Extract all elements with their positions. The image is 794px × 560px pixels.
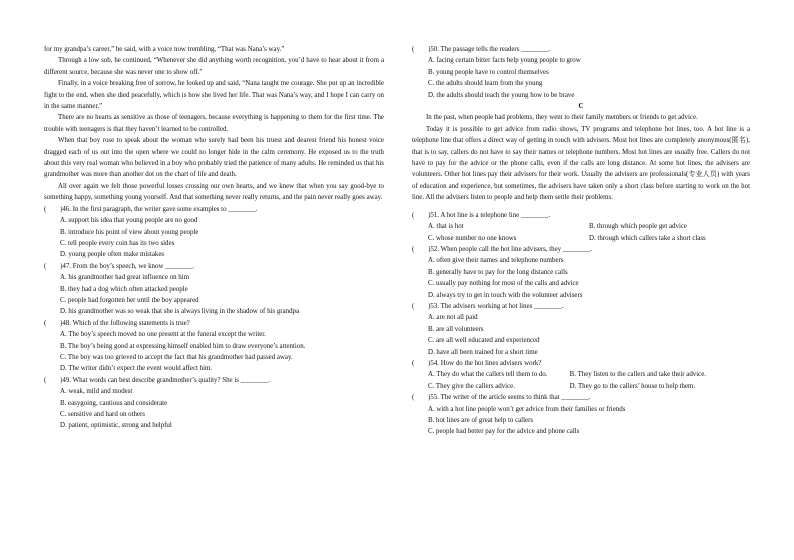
paragraph: In the past, when people had problems, they went to their family members or friends to get advice.: [426, 114, 698, 122]
option: D. patient, optimistic, strong and helpful: [60, 422, 172, 430]
option: D. his grandmother was so weak that she is always living in the shadow of his grandpa: [60, 308, 300, 316]
option: B. they had a dog which often attacked people: [60, 285, 188, 293]
option: A. The boy’s speech moved no one present at the funeral except the writer.: [60, 331, 266, 339]
paragraph: for my grandpa’s career,” he said, with a voice now trembling, “That was Nana’s way.”: [44, 46, 285, 53]
option: B. are all volunteers: [428, 325, 484, 333]
option: D. always try to get in touch with the volunteer advisers: [428, 291, 583, 299]
question-stem: ( )53. The advisers working at hot lines ________.: [412, 302, 564, 310]
option: B. The boy’s being good at expressing himself enabled him to draw everyone’s attention.: [60, 342, 306, 350]
question-stem: ( )55. The writer of the article seems to think that ________.: [412, 394, 591, 402]
option: A. support his idea that young people are no good: [60, 217, 198, 225]
option-row: [428, 381, 750, 392]
option: B. They listen to the callers and take their advice.: [569, 371, 706, 379]
paragraph: Today it is possible to get advice from radio shows, TV programs and telephone hot lines, too. A hot line is a telephone line that offers a direct way of getting in touch with advisers. Most hot lines are completely anonymous(匿名), that is to say, callers do not have to say their names or telephone numbers. Most hot lines are usually free. Callers do not have to pay for the advice or the phone calls, even if the calls are long distance. At some hot lines, the advisers are volunteers. Other hot lines pay their advisers for their work. Usually the advisers are professionals(专业人员) with years of education and experience, but sometimes, the advisers have taken only a short class before starting to work on the hot line. All the advisers listen to people and help them settle their problems.: [412, 125, 750, 202]
option: D. The writer didn’t expect the event would affect him.: [60, 365, 213, 373]
option: C. They give the callers advice.: [428, 382, 515, 390]
paragraph: All over again we felt those powerful losses crossing our own hearts, and we knew that when you say good-bye to something happy, something young yourself. And that something never really returns, and the pain never really goes away.: [44, 182, 384, 202]
paragraph: Through a low sob, he continued, “Whenever she did anything worth recognition, you’d have to hear about it from a different source, because she was never one to show off.”: [44, 57, 384, 76]
option: D. have all been trained for a short time: [428, 348, 538, 356]
option: B. easygoing, cautious and considerate: [60, 399, 168, 407]
option: C. people had better pay for the advice and phone calls: [428, 428, 580, 436]
question-stem: ( )52. When people call the hot line advisers, they ________.: [412, 245, 593, 253]
question-47: [44, 261, 384, 318]
question-53: [412, 301, 750, 358]
option: C. are all well educated and experienced: [428, 337, 540, 345]
question-stem: ( )54. How do the hot lines advisers work?: [412, 359, 542, 367]
section-label: C: [578, 103, 584, 111]
option: C. the adults should learn from the young: [428, 80, 543, 88]
question-55: [412, 392, 750, 438]
question-54: [412, 358, 750, 392]
option: D. They go to the callers’ house to help them.: [569, 382, 696, 390]
right-column: [412, 44, 750, 438]
option: B. hot lines are of great help to callers: [428, 417, 534, 424]
option: C. tell people every coin has its two sides: [60, 239, 175, 247]
option: A. are not all paid: [428, 314, 478, 322]
passage-b-text: [44, 44, 384, 204]
option: B. young people have to control themselves: [428, 68, 549, 76]
left-column: [44, 44, 384, 432]
option-row: [428, 221, 750, 232]
question-stem: ( )47. From the boy’s speech, we know ________.: [44, 262, 195, 270]
option: A. that is hot: [428, 223, 464, 231]
option: A. weak, mild and modest: [60, 388, 133, 396]
option-row: [428, 369, 750, 380]
passage-c-text: [412, 112, 750, 203]
option: B. generally have to pay for the long distance calls: [428, 268, 568, 276]
option-row: [428, 233, 750, 244]
question-51: [412, 210, 750, 244]
option: A. facing certain bitter facts help young people to grow: [428, 57, 581, 65]
paragraph: Finally, in a voice breaking free of sorrow, he looked up and said, “Nana taught me courage. She put up an incredible fight to the end, when she died peacefully, which is how she lived her life. That was Nana’s way, and I hope I can carry on in the same manner.”: [44, 80, 384, 111]
paragraph: When that boy rose to speak about the woman who surely had been his truest and dearest friend his honest voice dragged each of us out into the open where we could no longer hide in the calm ceremony. He exposed us to the truth about this very real woman who believed in a boy who probably tried the patience of many adults. He reminded us that his grandmother was more than another dot on the chart of life and death.: [44, 137, 384, 179]
question-46: [44, 204, 384, 261]
question-stem: ( )46. In the first paragraph, the writer gave some examples to ________.: [44, 205, 258, 213]
question-48: [44, 318, 384, 375]
question-52: [412, 244, 750, 301]
option: C. The boy was too grieved to accept the fact that his grandmother had passed away.: [60, 353, 293, 361]
option: A. his grandmother had great influence on him: [60, 274, 189, 282]
question-50: [412, 44, 750, 101]
option: B. through which people get advice: [589, 223, 687, 231]
option: A. They do what the callers tell them to do.: [428, 371, 548, 379]
option: C. people had forgotten her until the boy appeared: [60, 296, 199, 304]
paragraph: There are no hearts as sensitive as those of teenagers, because everything is happening to them for the first time. The trouble with teenagers is that they haven’t learned to be controlled.: [44, 114, 384, 133]
option: A. often give their names and telephone numbers: [428, 257, 564, 265]
question-stem: ( )51. A hot line is a telephone line ________.: [412, 211, 551, 219]
option: B. introduce his point of view about young people: [60, 228, 199, 236]
option: D. the adults should teach the young how to be brave: [428, 91, 575, 99]
option: D. young people often make mistakes: [60, 251, 165, 259]
question-stem: ( )48. Which of the following statements is true?: [44, 319, 190, 327]
option: C. whose number no one knows: [428, 234, 517, 242]
option: C. sensitive and hard on others: [60, 411, 145, 418]
option: D. through which callers take a short class: [589, 234, 706, 242]
question-stem: ( )50. The passage tells the readers ________.: [412, 46, 551, 53]
question-49: [44, 375, 384, 432]
option: A. with a hot line people won’t get advice from their families or friends: [428, 405, 626, 413]
option: C. usually pay nothing for most of the calls and advice: [428, 280, 579, 288]
question-stem: ( )49. What words can best describe grandmother’s quality? She is ________.: [44, 376, 270, 384]
